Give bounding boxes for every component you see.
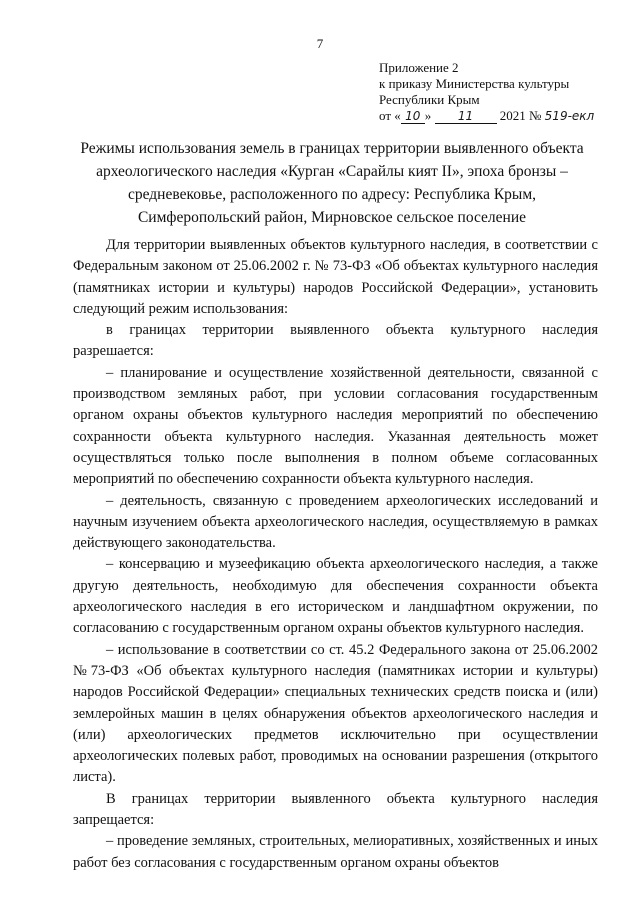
appendix-block (379, 60, 594, 124)
appendix-date-line (379, 108, 594, 124)
date-year: 2021 № (499, 108, 542, 123)
date-mid: » (424, 108, 432, 123)
document-title: Режимы использования земель в границах территории выявленного объекта археологического наследия «Курган «Сарайлы кият II», эпоха бронзы – средневековье, расположенного по адресу: Республика Крым, Симферопольский район, Мирновское сельское поселение (80, 140, 584, 226)
date-prefix: от « (379, 108, 401, 123)
paragraph-permitted-item: – консервацию и музеефикацию объекта археологического наследия, а также другую деятельность, необходимую для обеспечения сохранности объекта археологического наследия в его историческом и ландшафтном окружении, по согласованию с государственным органом охраны объектов культурного наследия. (73, 556, 598, 637)
appendix-line-1: Приложение 2 (379, 60, 459, 75)
paragraph-permitted-item: – использование в соответствии со ст. 45.2 Федерального закона от 25.06.2002 №73-ФЗ «Об объектах культурного наследия (памятниках истории и культуры) народов Российской Федерации» специальных технических средств поиска и (или) землеройных машин в целях обнаружения объектов археологического наследия и (или) археологических предметов исключительно при осуществлении археологических полевых работ, проводимых на основании разрешения (открытого листа). (73, 641, 598, 786)
page-number: 7 (316, 36, 324, 51)
appendix-line-3: Республики Крым (379, 92, 480, 107)
paragraph-prohibited-heading: В границах территории выявленного объекта культурного наследия запрещается: (73, 790, 598, 829)
paragraph-prohibited-item: – проведение земляных, строительных, мелиоративных, хозяйственных и иных работ без согласования с государственным органом охраны объектов (73, 833, 598, 871)
paragraph-permitted-item: – деятельность, связанную с проведением археологических исследований и научным изучением объекта археологического наследия, осуществляемую в рамках действующего законодательства. (73, 492, 598, 552)
order-number: 519-екл (544, 109, 595, 123)
appendix-line-2: к приказу Министерства культуры (379, 76, 570, 91)
date-day: 10 (401, 110, 425, 124)
paragraph-intro: Для территории выявленных объектов культурного наследия, в соответствии с Федеральным законом от 25.06.2002 г. № 73-ФЗ «Об объектах культурного наследия (памятниках истории и культуры) народов Российской Федерации», установить следующий режим использования: (73, 237, 598, 317)
date-month: 11 (435, 110, 497, 124)
paragraph-permitted-item: – планирование и осуществление хозяйственной деятельности, связанной с производством земляных работ, при условии согласования государственным органом охраны объектов культурного наследия мероприятий по обеспечению сохранности объекта культурного наследия. Указанная деятельность может осуществляться только после выполнения в полном объеме согласованных мероприятий по обеспечению сохранности объекта культурного наследия. (73, 364, 598, 488)
document-body (73, 235, 598, 874)
paragraph-permitted-heading: в границах территории выявленного объекта культурного наследия разрешается: (73, 322, 598, 360)
